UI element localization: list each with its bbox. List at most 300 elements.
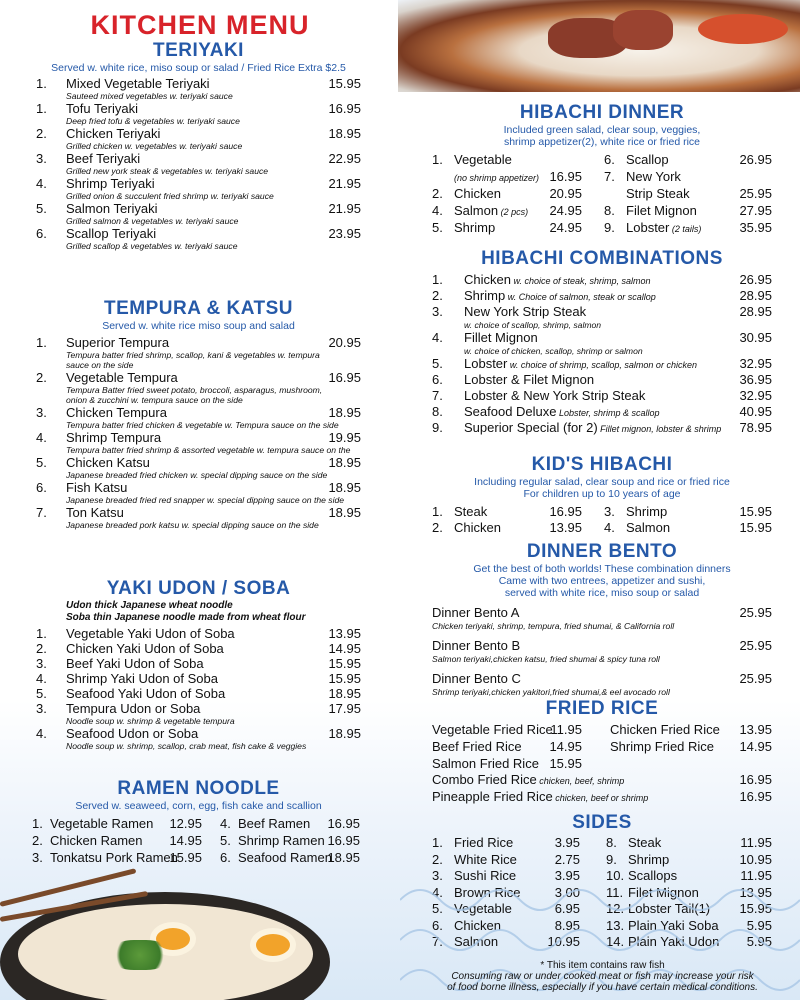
menu-item	[36, 701, 361, 716]
bento-list	[432, 605, 772, 697]
fried-rice-left-list	[432, 722, 582, 773]
menu-item	[610, 722, 772, 739]
item-name: Shrimp	[626, 504, 668, 519]
teriyaki-subtitle: Served w. white rice, miso soup or salad / Fried Rice Extra $2.5	[51, 62, 346, 74]
item-name: Chicken Yaki Udon of Soba	[66, 641, 224, 656]
item-name: Steak	[454, 504, 488, 519]
item-number: 12.	[606, 901, 625, 916]
bento-subtitle-1: Get the best of both worlds! These combination dinners	[473, 563, 731, 575]
item-description: Grilled scallop & vegetables w. teriyaki sauce	[66, 241, 238, 251]
item-name: Tonkatsu Pork Ramen	[50, 850, 178, 865]
item-name: Plain Yaki Soba	[628, 917, 719, 933]
hibachi-dinner-subtitle-1: Included green salad, clear soup, veggies,	[503, 124, 701, 136]
item-price: 15.95	[739, 504, 772, 519]
item-number: 1.	[36, 335, 47, 350]
item-name: Tofu Teriyaki	[66, 101, 139, 116]
item-name: Plain Yaki Udon	[628, 934, 720, 949]
item-number: 4.	[432, 884, 443, 900]
item-price: 11.95	[740, 868, 772, 883]
item-number: 13.	[606, 917, 625, 933]
item-price: 13.95	[328, 626, 361, 641]
item-price: 19.95	[328, 430, 361, 445]
item-number: 9.	[604, 220, 615, 235]
menu-item	[36, 641, 361, 656]
item-name: Chicken Katsu	[66, 455, 150, 470]
item-description: w. choice of scallop, shrimp, salmon	[464, 320, 602, 330]
item-price: 30.95	[739, 330, 772, 345]
ramen-subtitle: Served w. seaweed, corn, egg, fish cake and scallion	[75, 800, 322, 812]
menu-item	[432, 356, 772, 372]
item-number: 3.	[604, 504, 615, 519]
item-number: 2.	[36, 641, 47, 656]
menu-item	[432, 388, 772, 404]
item-price: 15.95	[549, 756, 582, 771]
item-price: 16.95	[327, 833, 360, 848]
item-number: 6.	[36, 226, 47, 241]
tempura-list	[36, 335, 361, 530]
item-name: Shrimp Tempura	[66, 430, 162, 445]
combos-title: HIBACHI COMBINATIONS	[481, 248, 723, 269]
item-number: 5.	[432, 901, 443, 916]
item-description: Noodle soup w. shrimp & vegetable tempura	[66, 716, 235, 726]
item-price: 24.95	[549, 203, 582, 218]
item-description: Noodle soup w. shrimp, scallop, crab meat, fish cake & veggies	[66, 741, 307, 751]
kids-subtitle-2: For children up to 10 years of age	[523, 488, 681, 500]
item-description: Tempura batter fried chicken & vegetable w. Tempura sauce on the side	[66, 420, 339, 430]
item-name: Filet Mignon	[628, 884, 699, 900]
tempura-subtitle: Served w. white rice miso soup and salad	[102, 320, 295, 332]
item-note: (2 pcs)	[498, 207, 529, 217]
hibachi-dinner-right-list	[604, 152, 772, 237]
item-price: 26.95	[739, 152, 772, 167]
item-number: 14.	[606, 934, 625, 949]
item-number: 5.	[220, 833, 231, 848]
item-price: 78.95	[739, 420, 772, 435]
item-name: Vegetable Fried Rice	[432, 722, 553, 737]
menu-item	[432, 789, 772, 806]
menu-item	[36, 176, 361, 191]
item-price: 40.95	[739, 404, 772, 419]
hibachi-dinner-title: HIBACHI DINNER	[519, 102, 685, 123]
item-name: Filet Mignon	[626, 203, 697, 218]
item-number: 1.	[32, 816, 43, 831]
item-number: 4.	[220, 816, 231, 831]
menu-item	[432, 304, 772, 320]
udon-note: Udon thick Japanese wheat noodle	[66, 600, 233, 611]
menu-item	[432, 372, 772, 388]
item-description: Tempura Batter fried sweet potato, broccoli, asparagus, mushroom,	[66, 385, 323, 395]
menu-item	[36, 101, 361, 116]
item-number: 2.	[36, 370, 47, 385]
menu-item	[36, 671, 361, 686]
item-number: 1.	[36, 76, 47, 91]
item-name: Shrimp	[454, 220, 496, 235]
item-number: 8.	[604, 203, 615, 218]
item-name: Tempura Udon or Soba	[66, 701, 201, 716]
item-price: 16.95	[549, 504, 582, 519]
menu-item	[432, 835, 580, 852]
item-name: Chicken w. choice of steak, shrimp, salmon	[464, 272, 651, 287]
item-price: 25.95	[739, 638, 772, 653]
item-price: 24.95	[549, 220, 582, 235]
item-inline-desc: w. Choice of salmon, steak or scallop	[505, 292, 656, 302]
item-number: 7.	[432, 934, 443, 949]
item-name: Chicken Teriyaki	[66, 126, 161, 141]
udon-section	[36, 578, 361, 751]
menu-item	[36, 656, 361, 671]
teriyaki-title: TERIYAKI	[153, 40, 244, 61]
item-name: Dinner Bento B	[432, 638, 521, 653]
item-price: 14.95	[549, 739, 582, 754]
item-price: 21.95	[328, 176, 361, 191]
item-description: Chicken teriyaki, shrimp, tempura, fried shumai, & California roll	[432, 621, 675, 631]
menu-item	[604, 152, 772, 169]
item-number: 3.	[32, 850, 43, 865]
teriyaki-section	[36, 40, 361, 251]
menu-item	[432, 404, 772, 420]
item-description: Sauteed mixed vegetables w. teriyaki sauce	[66, 91, 233, 101]
item-name: Dinner Bento C	[432, 671, 521, 686]
item-number: 4.	[36, 726, 47, 741]
item-number: 6.	[432, 372, 443, 387]
udon-title: YAKI UDON / SOBA	[106, 578, 291, 599]
item-number: 1.	[432, 504, 443, 519]
item-price: 23.95	[328, 226, 361, 241]
item-number: 10.	[606, 868, 625, 883]
item-number: 2.	[36, 126, 47, 141]
item-price: 18.95	[328, 405, 361, 420]
item-description: Japanese breaded fried chicken w. special dipping sauce on the side	[66, 470, 328, 480]
item-name: Scallop Teriyaki	[66, 226, 157, 241]
item-price: 15.95	[328, 656, 361, 671]
item-price: 25.95	[739, 671, 772, 686]
menu-item	[604, 504, 772, 520]
item-name: Sushi Rice	[454, 868, 517, 883]
item-name: Beef Ramen	[238, 816, 311, 831]
bento-subtitle-3: served with white rice, miso soup or salad	[504, 587, 700, 599]
menu-item	[36, 126, 361, 141]
item-number: 4.	[36, 176, 47, 191]
hibachi-dinner-subtitle-2: shrimp appetizer(2), white rice or fried rice	[503, 136, 701, 148]
ramen-bowl-photo	[0, 862, 340, 1000]
udon-list	[36, 626, 361, 751]
item-name: Salmon	[454, 934, 499, 949]
item-name: Vegetable	[454, 901, 512, 916]
menu-item	[36, 430, 361, 445]
menu-item	[432, 272, 772, 288]
item-number: 6.	[604, 152, 615, 167]
item-name: Vegetable Ramen	[50, 816, 154, 831]
item-price: 20.95	[549, 186, 582, 201]
menu-item	[36, 686, 361, 701]
item-price: 18.95	[328, 686, 361, 701]
menu-item	[432, 169, 582, 186]
menu-item	[606, 835, 772, 852]
menu-item	[36, 201, 361, 216]
combos-list	[432, 272, 772, 436]
item-name: Chicken Ramen	[50, 833, 143, 848]
item-inline-desc: w. choice of steak, shrimp, salmon	[510, 276, 651, 286]
item-price: 18.95	[328, 480, 361, 495]
item-name: Salmon Teriyaki	[66, 201, 158, 216]
item-price: 2.75	[554, 851, 580, 867]
item-number: 4.	[36, 671, 47, 686]
item-price: 27.95	[739, 203, 772, 218]
item-price: 18.95	[328, 126, 361, 141]
item-price: 3.95	[554, 835, 580, 850]
fried-rice-grid	[432, 722, 772, 772]
item-price: 21.95	[328, 201, 361, 216]
menu-item	[432, 638, 772, 654]
menu-item	[36, 405, 361, 420]
menu-item	[432, 220, 582, 237]
item-name: Lobster w. choice of shrimp, scallop, salmon or chicken	[464, 356, 697, 371]
item-number: 3.	[432, 304, 443, 319]
item-price: 16.95	[739, 789, 772, 804]
item-price: 15.95	[739, 901, 772, 916]
menu-item	[36, 335, 361, 350]
item-name: Shrimp Fried Rice	[610, 739, 715, 754]
hibachi-dinner-left-list	[432, 152, 582, 237]
item-name: Salmon	[626, 520, 671, 535]
item-inline-desc: Lobster, shrimp & scallop	[556, 408, 660, 418]
item-description: Grilled new york steak & vegetables w. teriyaki sauce	[66, 166, 269, 176]
item-name: New York	[626, 169, 681, 184]
item-number: 3.	[36, 151, 47, 166]
item-note: (no shrimp appetizer)	[454, 173, 540, 183]
menu-item	[36, 480, 361, 495]
item-number: 1.	[36, 626, 47, 641]
item-price: 16.95	[328, 370, 361, 385]
item-price: 16.95	[549, 169, 582, 184]
menu-item	[220, 833, 360, 850]
item-price: 32.95	[739, 356, 772, 371]
item-name: Chicken Tempura	[66, 405, 167, 420]
item-number: 1.	[36, 101, 47, 116]
item-price: 15.95	[328, 671, 361, 686]
item-price: 5.95	[746, 917, 772, 933]
item-number: 5.	[36, 455, 47, 470]
item-price: 14.95	[328, 641, 361, 656]
item-number: 7.	[432, 388, 443, 403]
item-number: 2.	[432, 288, 443, 303]
raw-fish-note: * This item contains raw fish	[540, 960, 665, 971]
kids-title: KID'S HIBACHI	[531, 454, 673, 475]
item-name: Shrimp w. Choice of salmon, steak or scallop	[464, 288, 656, 303]
item-inline-desc: chicken, beef, shrimp	[536, 776, 625, 786]
kids-right-list	[604, 504, 772, 536]
fried-rice-wide-list	[432, 772, 772, 806]
item-price: 13.95	[739, 884, 772, 900]
item-price: 8.95	[554, 917, 580, 933]
item-name: Fillet Mignon	[464, 330, 538, 345]
item-price: 18.95	[328, 505, 361, 520]
menu-item	[604, 169, 772, 186]
bento-section	[432, 541, 772, 704]
item-name: Beef Yaki Udon of Soba	[66, 656, 204, 671]
menu-item	[220, 816, 360, 833]
hibachi-dinner-section	[432, 102, 772, 242]
item-description: Grilled salmon & vegetables w. teriyaki sauce	[66, 216, 239, 226]
item-name: Scallop	[626, 152, 669, 167]
item-name: Fried Rice	[454, 835, 514, 850]
menu-item	[36, 726, 361, 741]
item-name: New York Strip Steak	[464, 304, 587, 319]
item-name: Chicken	[454, 917, 501, 933]
menu-item	[432, 330, 772, 346]
item-price: 16.95	[327, 816, 360, 831]
fried-rice-section	[432, 698, 772, 806]
item-number: 1.	[432, 152, 443, 167]
fried-rice-right-list	[610, 722, 772, 756]
item-price: 36.95	[739, 372, 772, 387]
menu-item	[432, 739, 582, 756]
item-number: 8.	[606, 835, 617, 850]
item-price: 12.95	[169, 816, 202, 831]
item-name: Vegetable	[454, 152, 512, 167]
item-price: 25.95	[739, 186, 772, 201]
menu-item	[32, 833, 202, 850]
item-name: Shrimp Ramen	[238, 833, 325, 848]
ramen-right-list	[220, 816, 360, 867]
item-price: 10.95	[739, 851, 772, 867]
teriyaki-list	[36, 76, 361, 251]
item-name: Shrimp Yaki Udon of Soba	[66, 671, 218, 686]
item-number: 5.	[36, 686, 47, 701]
item-price: 18.95	[328, 455, 361, 470]
item-number: 3.	[432, 868, 443, 883]
item-description: Grilled chicken w. vegetables w. teriyaki sauce	[66, 141, 243, 151]
kids-grid	[432, 504, 772, 538]
item-name: Lobster Tail(1)	[628, 901, 711, 916]
menu-item	[36, 370, 361, 385]
item-description: Japanese breaded fried red snapper w. special dipping sauce on the side	[66, 495, 345, 505]
tempura-section	[36, 298, 361, 530]
item-number: 5.	[36, 201, 47, 216]
item-price: 10.95	[547, 934, 580, 949]
item-name: Vegetable Tempura	[66, 370, 178, 385]
item-name: Superior Tempura	[66, 335, 170, 350]
item-name: Shrimp	[628, 851, 670, 867]
item-number: 9.	[606, 851, 617, 867]
menu-item	[36, 455, 361, 470]
item-price: 14.95	[739, 739, 772, 754]
item-name: Salmon (2 pcs)	[454, 203, 529, 218]
item-price: 16.95	[739, 772, 772, 787]
combos-section	[432, 248, 772, 436]
item-price: 28.95	[739, 304, 772, 319]
item-price: 17.95	[328, 701, 361, 716]
item-price: 32.95	[739, 388, 772, 403]
item-name: Lobster & Filet Mignon	[464, 372, 595, 387]
ramen-left-list	[32, 816, 202, 867]
menu-item	[610, 739, 772, 756]
bento-title: DINNER BENTO	[526, 541, 678, 562]
kids-section	[432, 454, 772, 538]
menu-item	[432, 186, 582, 203]
item-name: Salmon Fried Rice	[432, 756, 539, 771]
item-number: 7.	[604, 169, 615, 184]
item-price: 26.95	[739, 272, 772, 287]
item-number: 1.	[432, 272, 443, 287]
menu-item	[32, 816, 202, 833]
menu-item	[432, 520, 582, 536]
item-price: 25.95	[739, 605, 772, 620]
item-price: 22.95	[328, 151, 361, 166]
item-name: Lobster & New York Strip Steak	[464, 388, 646, 403]
item-price: 13.95	[549, 520, 582, 535]
raw-warning-1: Consuming raw or under cooked meat or fish may increase your risk	[451, 971, 754, 982]
item-name: Chicken Fried Rice	[610, 722, 720, 737]
item-inline-desc: chicken, beef or shrimp	[552, 793, 649, 803]
menu-item	[432, 722, 582, 739]
item-name: Seafood Udon or Soba	[66, 726, 199, 741]
item-name: Pineapple Fried Rice chicken, beef or shrimp	[432, 789, 649, 804]
item-number: 2.	[432, 186, 443, 201]
item-price: 20.95	[328, 335, 361, 350]
item-name: Steak	[628, 835, 662, 850]
item-price: 18.95	[327, 850, 360, 865]
item-name: Brown Rice	[454, 884, 521, 900]
egg-image-2	[250, 928, 296, 962]
item-price: 14.95	[169, 833, 202, 848]
item-name: Superior Special (for 2) Fillet mignon, lobster & shrimp	[464, 420, 722, 435]
item-price: 11.95	[550, 722, 582, 737]
menu-item	[432, 756, 582, 773]
item-description: Shrimp teriyaki,chicken yakitori,fried shumai,& eel avocado roll	[432, 687, 670, 697]
item-price: 35.95	[739, 220, 772, 235]
menu-item	[36, 505, 361, 520]
item-price: 28.95	[739, 288, 772, 303]
menu-item	[432, 671, 772, 687]
menu-item	[432, 152, 582, 169]
menu-item	[432, 288, 772, 304]
menu-item	[604, 520, 772, 536]
right-column	[400, 0, 800, 1000]
menu-item	[604, 220, 772, 237]
item-number: 2.	[432, 851, 443, 867]
item-name: Dinner Bento A	[432, 605, 520, 620]
item-description: sauce on the side	[66, 360, 134, 370]
item-number: 11.	[606, 884, 624, 900]
item-number: 7.	[36, 505, 47, 520]
item-name: Seafood Yaki Udon of Soba	[66, 686, 226, 701]
scallion-image	[110, 940, 170, 970]
item-number: 3.	[36, 701, 47, 716]
kids-left-list	[432, 504, 582, 536]
item-price: 5.95	[746, 934, 772, 949]
item-number: 4.	[36, 430, 47, 445]
item-price: 3.00	[554, 884, 580, 900]
item-name: Vegetable Yaki Udon of Soba	[66, 626, 235, 641]
item-name: Shrimp Teriyaki	[66, 176, 155, 191]
item-description: w. choice of chicken, scallop, shrimp or salmon	[464, 346, 643, 356]
menu-item	[36, 226, 361, 241]
item-description: Tempura batter fried shrimp & assorted vegetable w. tempura sauce on the	[66, 445, 351, 455]
item-price: 15.95	[328, 76, 361, 91]
footer-note	[410, 960, 795, 993]
item-name	[454, 169, 539, 186]
item-number: 4.	[604, 520, 615, 535]
menu-item	[36, 76, 361, 91]
item-price: 15.95	[169, 850, 202, 865]
item-number: 2.	[32, 833, 43, 848]
item-price: 11.95	[740, 835, 772, 850]
item-price: 15.95	[739, 520, 772, 535]
menu-item	[432, 420, 772, 436]
item-description: Japanese breaded pork katsu w. special dipping sauce on the side	[66, 520, 319, 530]
item-description: Tempura batter fried shrimp, scallop, kani & vegetables w. tempura	[66, 350, 320, 360]
